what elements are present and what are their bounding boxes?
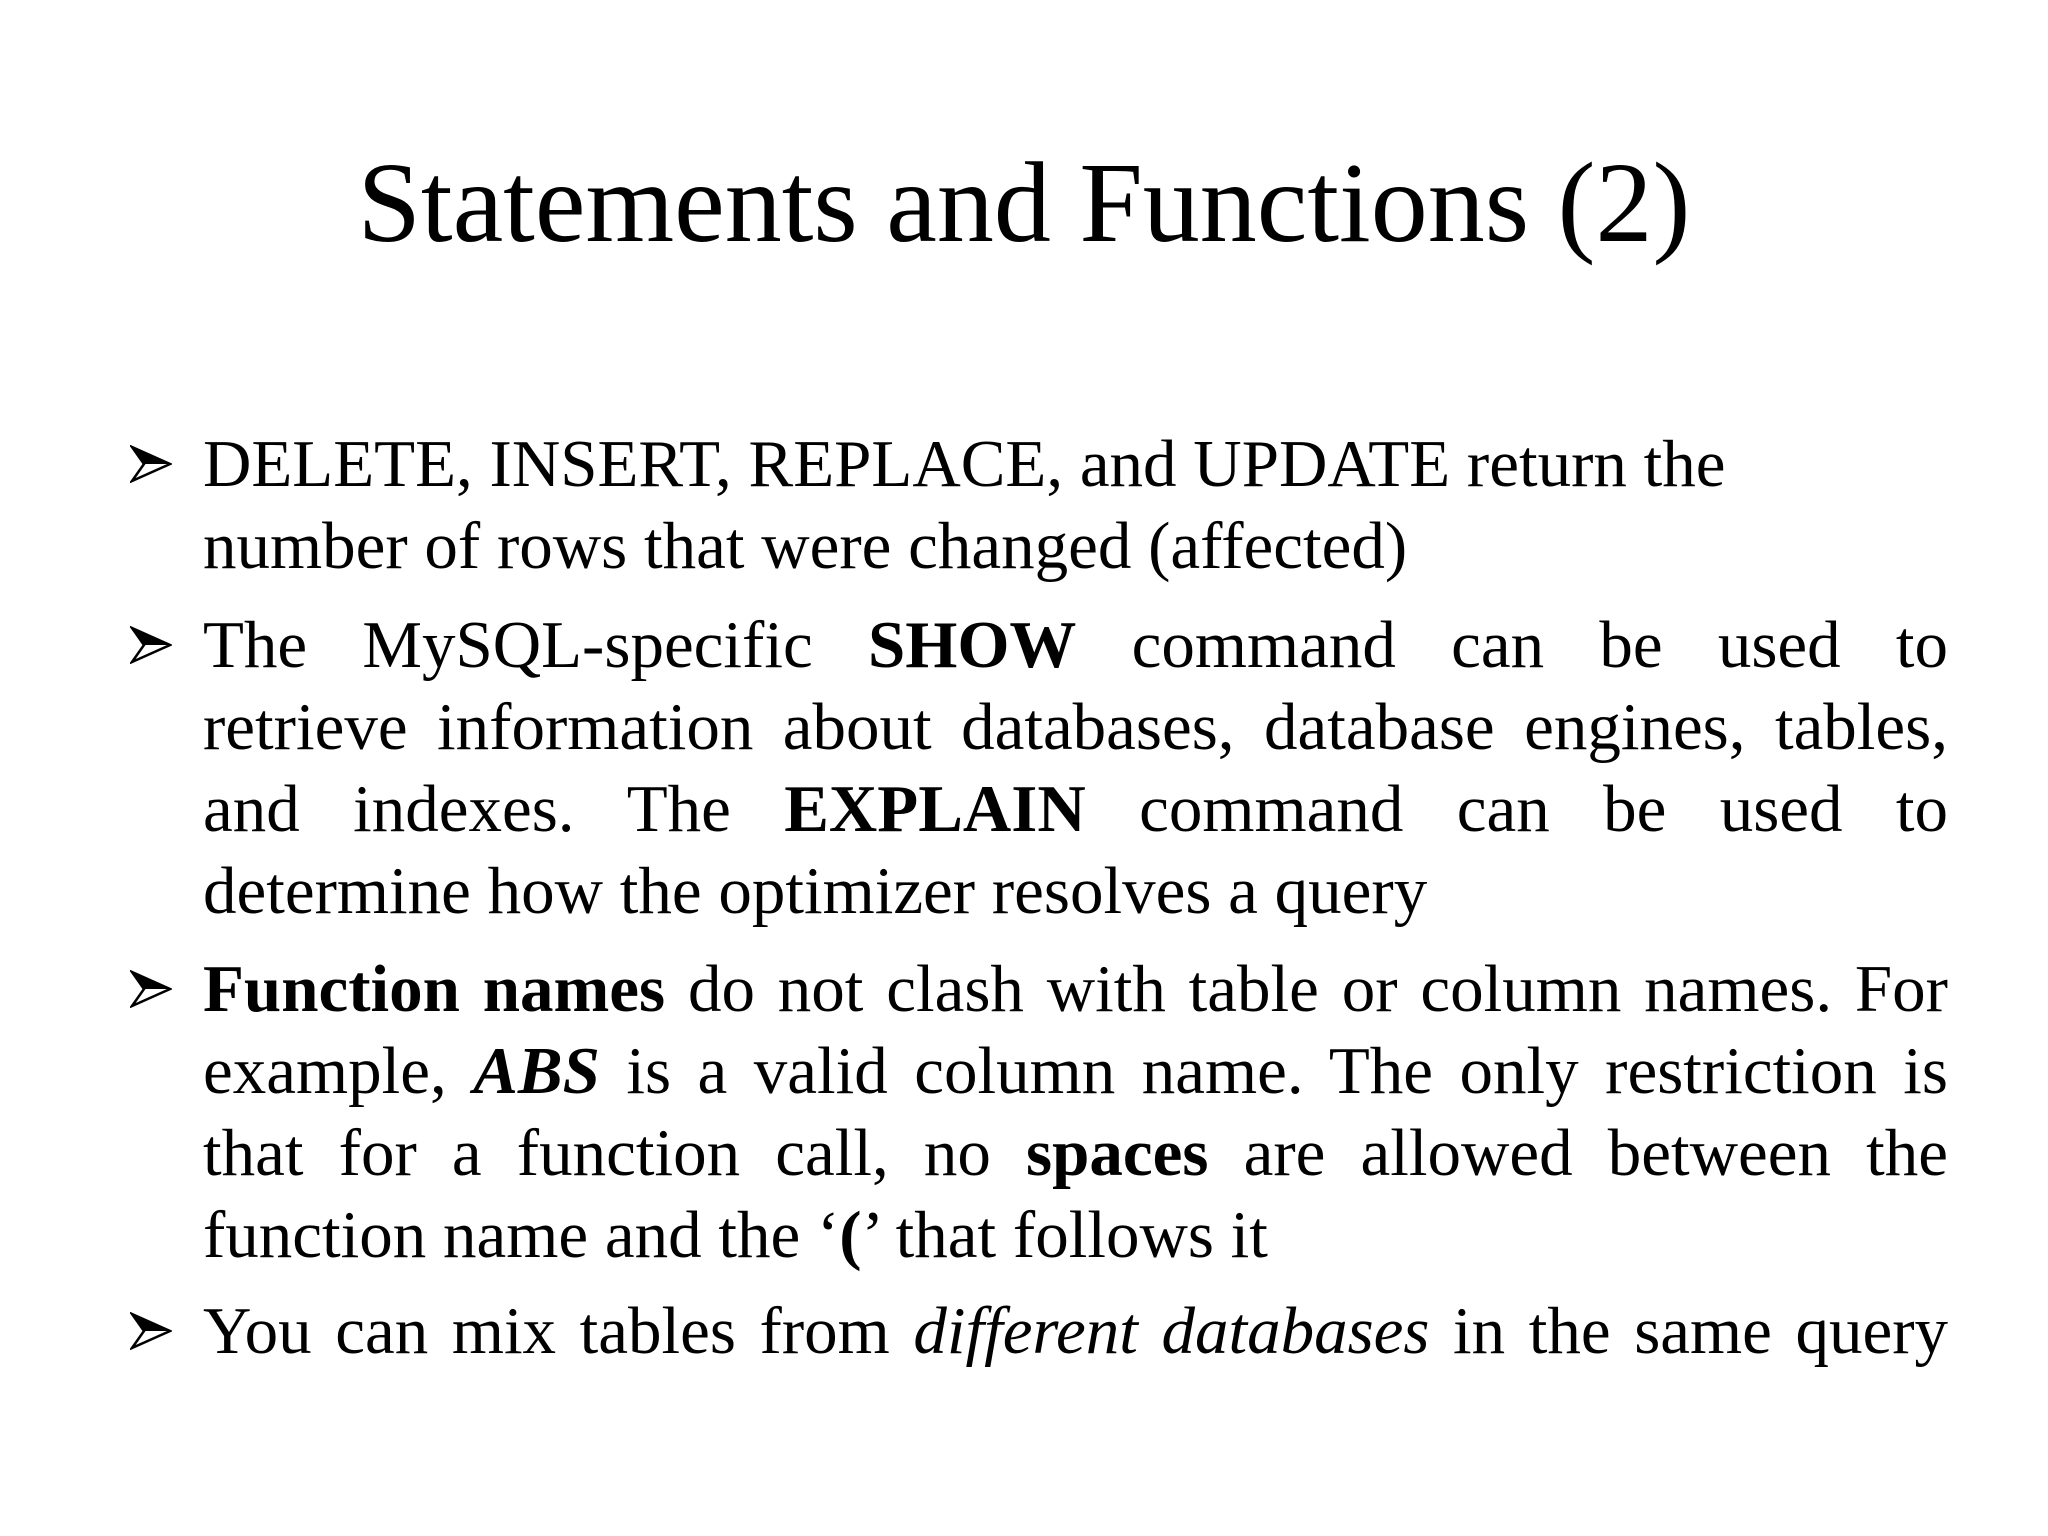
text-run-bold: EXPLAIN — [784, 772, 1086, 846]
text-line — [203, 1112, 1948, 1194]
arrowhead-bullet-icon — [130, 1290, 180, 1372]
text-run: do not clash with table or column names. For — [665, 952, 1948, 1026]
bullet-text — [203, 604, 1948, 932]
text-run: command can be used to — [1085, 772, 1948, 846]
text-line — [203, 850, 1948, 932]
text-run-bold-italic: ABS — [473, 1034, 600, 1108]
text-line — [203, 768, 1948, 850]
text-line — [203, 1030, 1948, 1112]
text-run: number of rows that were changed (affected) — [203, 509, 1408, 583]
text-run: function name and the ‘ — [203, 1198, 840, 1272]
text-run: DELETE, INSERT, REPLACE, and UPDATE return the — [203, 427, 1726, 501]
text-run: are allowed between the — [1208, 1116, 1949, 1190]
text-line — [203, 948, 1948, 1030]
text-run: command can be used to — [1076, 608, 1948, 682]
text-run-bold: ( — [839, 1198, 862, 1272]
text-line — [203, 686, 1948, 768]
text-run: The MySQL-specific — [203, 608, 868, 682]
text-line — [203, 1290, 1948, 1372]
arrowhead-bullet-icon — [130, 604, 180, 686]
text-run-italic: different databases — [913, 1294, 1430, 1368]
text-run: determine how the optimizer resolves a query — [203, 854, 1428, 928]
text-run: is a valid column name. The only restriction is — [599, 1034, 1948, 1108]
text-run: in the same query — [1429, 1294, 1948, 1368]
text-run: ’ that follows it — [861, 1198, 1268, 1272]
text-run: You can mix tables from — [203, 1294, 914, 1368]
text-run: example, — [203, 1034, 474, 1108]
bullet-text — [203, 1290, 1948, 1372]
arrowhead-bullet-icon — [130, 948, 180, 1030]
slide-title: Statements and Functions (2) — [357, 139, 1691, 266]
text-run-bold: Function names — [203, 952, 666, 1026]
text-run: that for a function call, no — [203, 1116, 1027, 1190]
bullet-text — [203, 948, 1948, 1276]
text-line — [203, 423, 1948, 505]
text-run-bold: spaces — [1026, 1116, 1209, 1190]
text-run-bold: SHOW — [867, 608, 1077, 682]
text-line — [203, 505, 1948, 587]
text-run: retrieve information about databases, database engines, tables, — [203, 690, 1948, 764]
bullet-text — [203, 423, 1948, 587]
text-run: and indexes. The — [203, 772, 785, 846]
text-line — [203, 1194, 1948, 1276]
text-line — [203, 604, 1948, 686]
arrowhead-bullet-icon — [130, 423, 180, 505]
